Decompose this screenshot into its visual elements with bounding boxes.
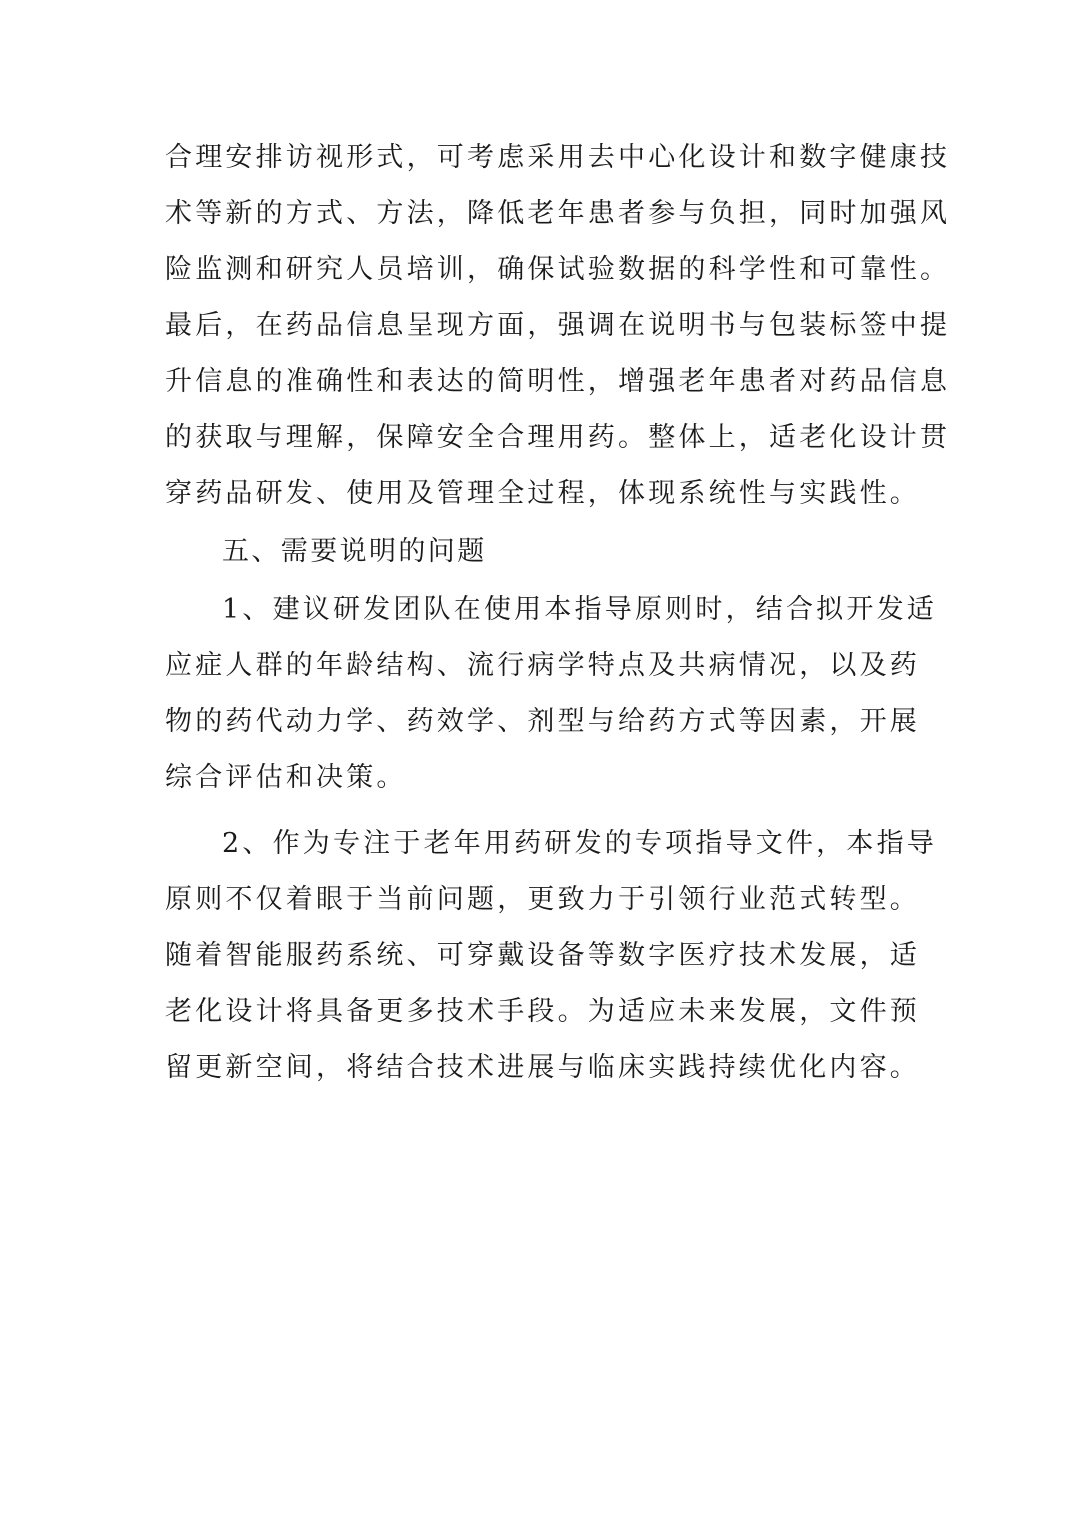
- text-line: 险监测和研究人员培训，确保试验数据的科学性和可靠性。: [165, 254, 951, 285]
- section-heading: 五、需要说明的问题: [222, 536, 487, 567]
- document-body: [165, 130, 951, 1096]
- text-line: 应症人群的年龄结构、流行病学特点及共病情况，以及药: [165, 650, 920, 681]
- spacer: [165, 806, 925, 816]
- text-line: 随着智能服药系统、可穿戴设备等数字医疗技术发展，适: [165, 940, 920, 971]
- paragraph: [165, 130, 951, 522]
- text-line: 穿药品研发、使用及管理全过程，体现系统性与实践性。: [165, 478, 920, 509]
- text-line: 术等新的方式、方法，降低老年患者参与负担，同时加强风: [165, 198, 951, 229]
- text-line: 的获取与理解，保障安全合理用药。整体上，适老化设计贯: [165, 422, 951, 453]
- text-line: 综合评估和决策。: [165, 762, 407, 793]
- text-line: 老化设计将具备更多技术手段。为适应未来发展，文件预: [165, 996, 920, 1027]
- list-item: [165, 816, 937, 1096]
- text-line: 物的药代动力学、药效学、剂型与给药方式等因素，开展: [165, 706, 920, 737]
- text-line: 2、作为专注于老年用药研发的专项指导文件，本指导: [222, 828, 937, 859]
- text-line: 1、建议研发团队在使用本指导原则时，结合拟开发适: [222, 594, 937, 625]
- text-line: 原则不仅着眼于当前问题，更致力于引领行业范式转型。: [165, 884, 920, 915]
- text-line: 留更新空间，将结合技术进展与临床实践持续优化内容。: [165, 1052, 920, 1083]
- text-line: 升信息的准确性和表达的简明性，增强老年患者对药品信息: [165, 366, 951, 397]
- list-item: [165, 582, 937, 806]
- text-line: 合理安排访视形式，可考虑采用去中心化设计和数字健康技: [165, 142, 951, 173]
- text-line: 最后，在药品信息呈现方面，强调在说明书与包装标签中提: [165, 310, 951, 341]
